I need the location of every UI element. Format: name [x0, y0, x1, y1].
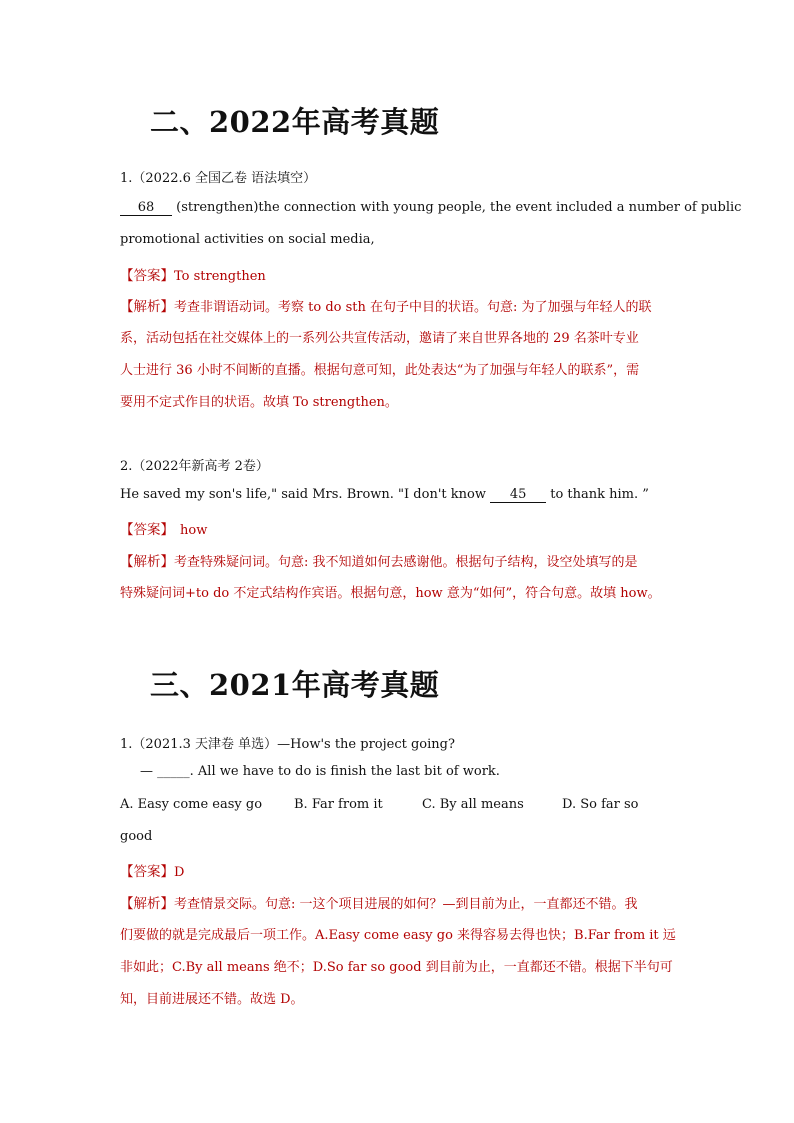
analysis-line: 人士进行 36 小时不间断的直播。根据句意可知，此处表达“为了加强与年轻人的联系”，需 [120, 363, 640, 378]
dash: — [140, 764, 158, 779]
question-stem-line2 [140, 764, 500, 779]
analysis-line [120, 295, 652, 315]
analysis-tag: 【解析】 [120, 554, 174, 570]
answer-line [120, 518, 207, 538]
answer-text: how [180, 523, 208, 538]
option-b: B. Far from it [294, 797, 383, 812]
analysis-tag: 【解析】 [120, 299, 174, 315]
answer-text: To strengthen [174, 269, 266, 284]
question-stem-text: —How's the project going? [277, 737, 455, 752]
answer-tag: 【答案】 [120, 522, 174, 538]
analysis-text: 考查情景交际。句意: 一这个项目进展的如何？—到目前为止，一直都还不错。我 [174, 897, 638, 912]
answer-line [120, 264, 266, 284]
answer-blank: _____ [157, 764, 190, 779]
answer-blank: 45 [490, 487, 546, 503]
question-source [120, 733, 455, 752]
question-stem-text: (strengthen)the connection with young people, the event included a number of public [172, 200, 742, 215]
question-stem-text: . All we have to do is finish the last bit of work. [189, 764, 500, 779]
question-stem [120, 487, 649, 503]
question-source-text: 1.（2021.3 天津卷 单选） [120, 737, 278, 752]
analysis-line [120, 892, 638, 912]
analysis-line: 系，活动包括在社交媒体上的一系列公共宣传活动，邀请了来自世界各地的 29 名茶叶专业 [120, 331, 639, 346]
analysis-line: 要用不定式作目的状语。故填 To strengthen。 [120, 395, 398, 410]
question-stem-text: to thank him. ” [546, 487, 649, 502]
option-a: A. Easy come easy go [120, 797, 263, 812]
question-source: 1.（2022.6 全国乙卷 语法填空） [120, 171, 317, 186]
section-heading-2021: 三、2021年高考真题 [150, 668, 440, 702]
section-heading-2022: 二、2022年高考真题 [150, 105, 440, 139]
analysis-line: 知，目前进展还不错。故选 D。 [120, 992, 304, 1007]
analysis-line: 们要做的就是完成最后一项工作。A.Easy come easy go 来得容易去得也快；B.Far from it 远 [120, 928, 676, 943]
option-d: D. So far so [562, 797, 639, 812]
analysis-text: 考查非谓语动词。考察 to do sth 在句子中目的状语。句意: 为了加强与年轻人的联 [174, 300, 652, 315]
question-stem [120, 200, 741, 216]
analysis-line [120, 550, 638, 570]
analysis-text: 考查特殊疑问词。句意: 我不知道如何去感谢他。根据句子结构，设空处填写的是 [174, 555, 638, 570]
question-source: 2.（2022年新高考 2卷） [120, 459, 269, 474]
answer-text: D [174, 865, 185, 880]
answer-line [120, 860, 184, 880]
answer-tag: 【答案】 [120, 268, 174, 284]
question-stem-line2: promotional activities on social media, [120, 232, 375, 247]
analysis-line: 非如此；C.By all means 绝不；D.So far so good 到目前为止，一直都还不错。根据下半句可 [120, 960, 673, 975]
question-stem-text: He saved my son's life," said Mrs. Brown. "I don't know [120, 487, 491, 502]
answer-tag: 【答案】 [120, 864, 174, 880]
analysis-line: 特殊疑问词+to do 不定式结构作宾语。根据句意，how 意为“如何”，符合句意。故填 how。 [120, 586, 661, 601]
analysis-tag: 【解析】 [120, 896, 174, 912]
option-c: C. By all means [422, 797, 524, 812]
option-d-continued: good [120, 829, 153, 844]
answer-blank: 68 [120, 200, 172, 216]
